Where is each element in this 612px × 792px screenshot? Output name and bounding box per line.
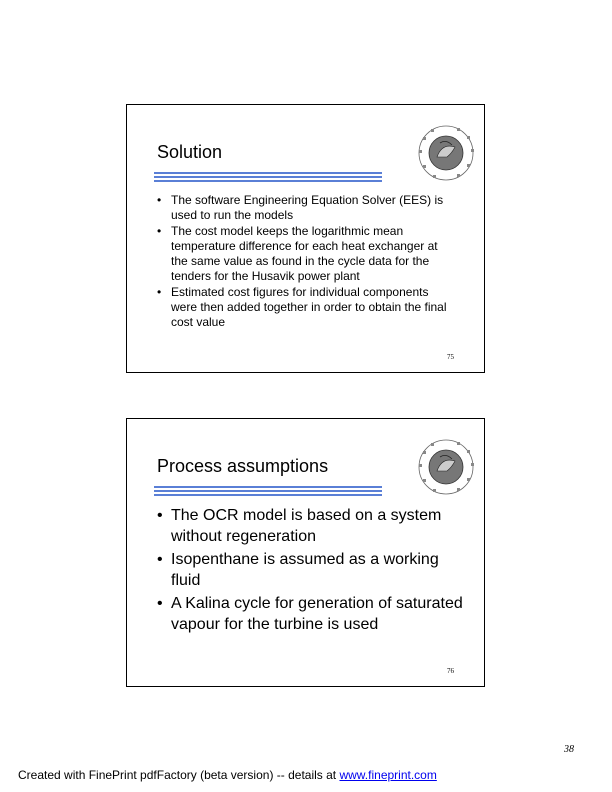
bullet-item: • Isopenthane is assumed as a working fluid (157, 549, 467, 591)
bullet-item: • The cost model keeps the logarithmic mean temperature difference for each heat exchanger at the same value as found in the cycle data for the tenders for the Husavik power plant (157, 224, 457, 284)
title-underline (154, 172, 382, 184)
bullet-list (157, 505, 467, 637)
slide-title: Solution (157, 142, 223, 162)
bullet-item: • Estimated cost figures for individual components were then added together in order to obtain the final cost value (157, 285, 457, 330)
university-seal-icon (411, 123, 481, 183)
footer-text: Created with FinePrint pdfFactory (beta version) -- details at (18, 768, 340, 782)
slide-title: Process assumptions (157, 456, 329, 476)
slide-76 (126, 418, 485, 687)
page-number: 38 (564, 744, 574, 755)
bullet-item: • The OCR model is based on a system without regeneration (157, 505, 467, 547)
footer (18, 768, 437, 782)
slide-75 (126, 104, 485, 373)
bullet-item: • A Kalina cycle for generation of saturated vapour for the turbine is used (157, 593, 467, 635)
bullet-list (157, 193, 457, 331)
slide-number: 75 (447, 353, 454, 361)
slide-number: 76 (447, 667, 454, 675)
bullet-item: • The software Engineering Equation Solver (EES) is used to run the models (157, 193, 457, 223)
university-seal-icon (411, 437, 481, 497)
title-underline (154, 486, 382, 498)
footer-link[interactable]: www.fineprint.com (339, 768, 437, 782)
